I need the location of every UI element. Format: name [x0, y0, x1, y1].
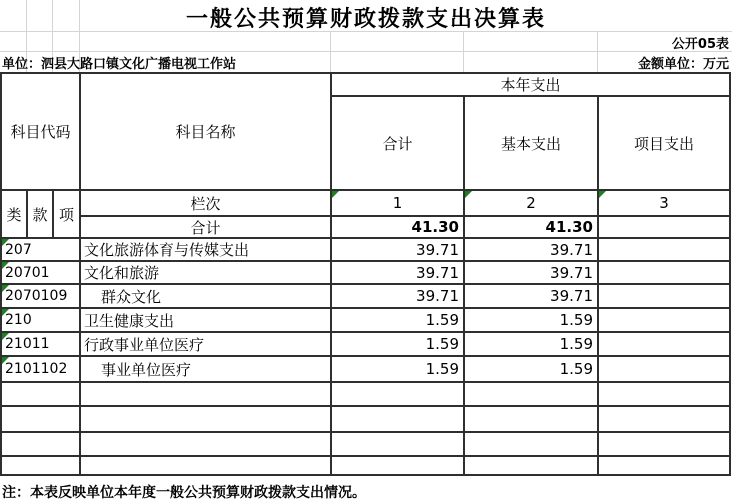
empty-cell[interactable]	[465, 407, 599, 433]
gridline	[463, 32, 464, 51]
gridline	[597, 32, 598, 51]
empty-cell[interactable]	[2, 383, 81, 407]
header-project-expenditure[interactable]: 项目支出	[599, 97, 731, 191]
row-project[interactable]	[599, 333, 731, 357]
row-total[interactable]: 39.71	[332, 239, 465, 262]
note-row	[0, 478, 732, 502]
row-project[interactable]	[599, 285, 731, 309]
code-text: 21011	[5, 336, 50, 352]
empty-cell[interactable]	[81, 433, 332, 457]
cell-corner-marker	[2, 309, 9, 316]
row-basic[interactable]: 39.71	[465, 262, 599, 285]
row-project[interactable]	[599, 262, 731, 285]
cell-corner-marker	[2, 357, 9, 364]
empty-cell[interactable]	[2, 407, 81, 433]
header-column-index-label[interactable]: 栏次	[81, 191, 332, 217]
row-total[interactable]: 39.71	[332, 262, 465, 285]
row-code[interactable]	[2, 239, 81, 262]
empty-cell[interactable]	[332, 457, 465, 476]
code-text: 210	[5, 312, 32, 328]
row-basic[interactable]: 1.59	[465, 309, 599, 333]
row-name[interactable]: 群众文化	[81, 285, 332, 309]
sheet-label-row	[0, 32, 732, 52]
row-total[interactable]: 39.71	[332, 285, 465, 309]
gridline	[52, 32, 53, 51]
row-basic[interactable]: 1.59	[465, 333, 599, 357]
table-note: 注：本表反映单位本年度一般公共预算财政拨款支出情况。	[2, 485, 366, 501]
title-row	[0, 0, 732, 32]
row-code[interactable]	[2, 309, 81, 333]
cell-corner-marker	[2, 239, 9, 246]
row-project[interactable]	[599, 357, 731, 383]
gridline	[330, 32, 331, 51]
header-basic-expenditure[interactable]: 基本支出	[465, 97, 599, 191]
empty-cell[interactable]	[332, 407, 465, 433]
empty-cell[interactable]	[599, 433, 731, 457]
col-number: 1	[392, 194, 403, 212]
row-basic[interactable]: 39.71	[465, 239, 599, 262]
empty-cell[interactable]	[465, 457, 599, 476]
gridline	[597, 52, 598, 72]
row-name[interactable]: 文化旅游体育与传媒支出	[81, 239, 332, 262]
row-project[interactable]	[599, 309, 731, 333]
cell-corner-marker	[465, 191, 472, 198]
expenditure-table	[0, 72, 731, 476]
cell-corner-marker	[2, 285, 9, 292]
cell-corner-marker	[332, 191, 339, 198]
header-subject-code[interactable]: 科目代码	[2, 74, 81, 191]
header-class[interactable]: 类	[2, 191, 28, 239]
row-total[interactable]: 1.59	[332, 309, 465, 333]
row-total[interactable]: 1.59	[332, 333, 465, 357]
header-total[interactable]: 合计	[332, 97, 465, 191]
empty-cell[interactable]	[81, 457, 332, 476]
total-row-project[interactable]	[599, 217, 731, 239]
empty-cell[interactable]	[2, 457, 81, 476]
gridline	[330, 52, 331, 72]
empty-cell[interactable]	[599, 407, 731, 433]
header-item[interactable]: 项	[54, 191, 81, 239]
row-name[interactable]: 事业单位医疗	[81, 357, 332, 383]
page-title: 一般公共预算财政拨款支出决算表	[185, 7, 546, 32]
header-col-3[interactable]	[599, 191, 731, 217]
sheet-label: 公开05表	[671, 37, 729, 52]
empty-cell[interactable]	[599, 457, 731, 476]
empty-cell[interactable]	[332, 433, 465, 457]
empty-cell[interactable]	[81, 383, 332, 407]
total-row-basic[interactable]: 41.30	[465, 217, 599, 239]
cell-corner-marker	[2, 333, 9, 340]
code-text: 207	[5, 241, 32, 258]
row-basic[interactable]: 39.71	[465, 285, 599, 309]
col-number: 3	[659, 194, 669, 212]
code-text: 2070109	[5, 288, 68, 304]
header-col-1[interactable]	[332, 191, 465, 217]
empty-cell[interactable]	[465, 433, 599, 457]
empty-cell[interactable]	[332, 383, 465, 407]
empty-cell[interactable]	[2, 433, 81, 457]
row-name[interactable]: 卫生健康支出	[81, 309, 332, 333]
header-current-year-expenditure[interactable]: 本年支出	[332, 74, 731, 97]
gridline	[463, 52, 464, 72]
row-project[interactable]	[599, 239, 731, 262]
row-code[interactable]	[2, 357, 81, 383]
unit-row	[0, 52, 732, 72]
row-name[interactable]: 文化和旅游	[81, 262, 332, 285]
row-code[interactable]	[2, 333, 81, 357]
code-text: 2101102	[5, 361, 68, 377]
gridline	[26, 32, 27, 51]
row-total[interactable]: 1.59	[332, 357, 465, 383]
gridline	[79, 32, 80, 51]
row-code[interactable]	[2, 285, 81, 309]
empty-cell[interactable]	[81, 407, 332, 433]
header-subject-name[interactable]: 科目名称	[81, 74, 332, 191]
code-text: 20701	[5, 264, 50, 281]
amount-unit-label: 金额单位：万元	[637, 57, 729, 72]
cell-corner-marker	[2, 262, 9, 269]
total-row-total[interactable]: 41.30	[332, 217, 465, 239]
row-code[interactable]	[2, 262, 81, 285]
total-row-label[interactable]: 合计	[81, 217, 332, 239]
empty-cell[interactable]	[465, 383, 599, 407]
row-basic[interactable]: 1.59	[465, 357, 599, 383]
header-section[interactable]: 款	[28, 191, 54, 239]
col-number: 2	[526, 194, 536, 212]
cell-corner-marker	[599, 191, 606, 198]
row-name[interactable]: 行政事业单位医疗	[81, 333, 332, 357]
header-col-2[interactable]	[465, 191, 599, 217]
empty-cell[interactable]	[599, 383, 731, 407]
unit-label: 单位：泗县大路口镇文化广播电视工作站	[2, 57, 237, 72]
